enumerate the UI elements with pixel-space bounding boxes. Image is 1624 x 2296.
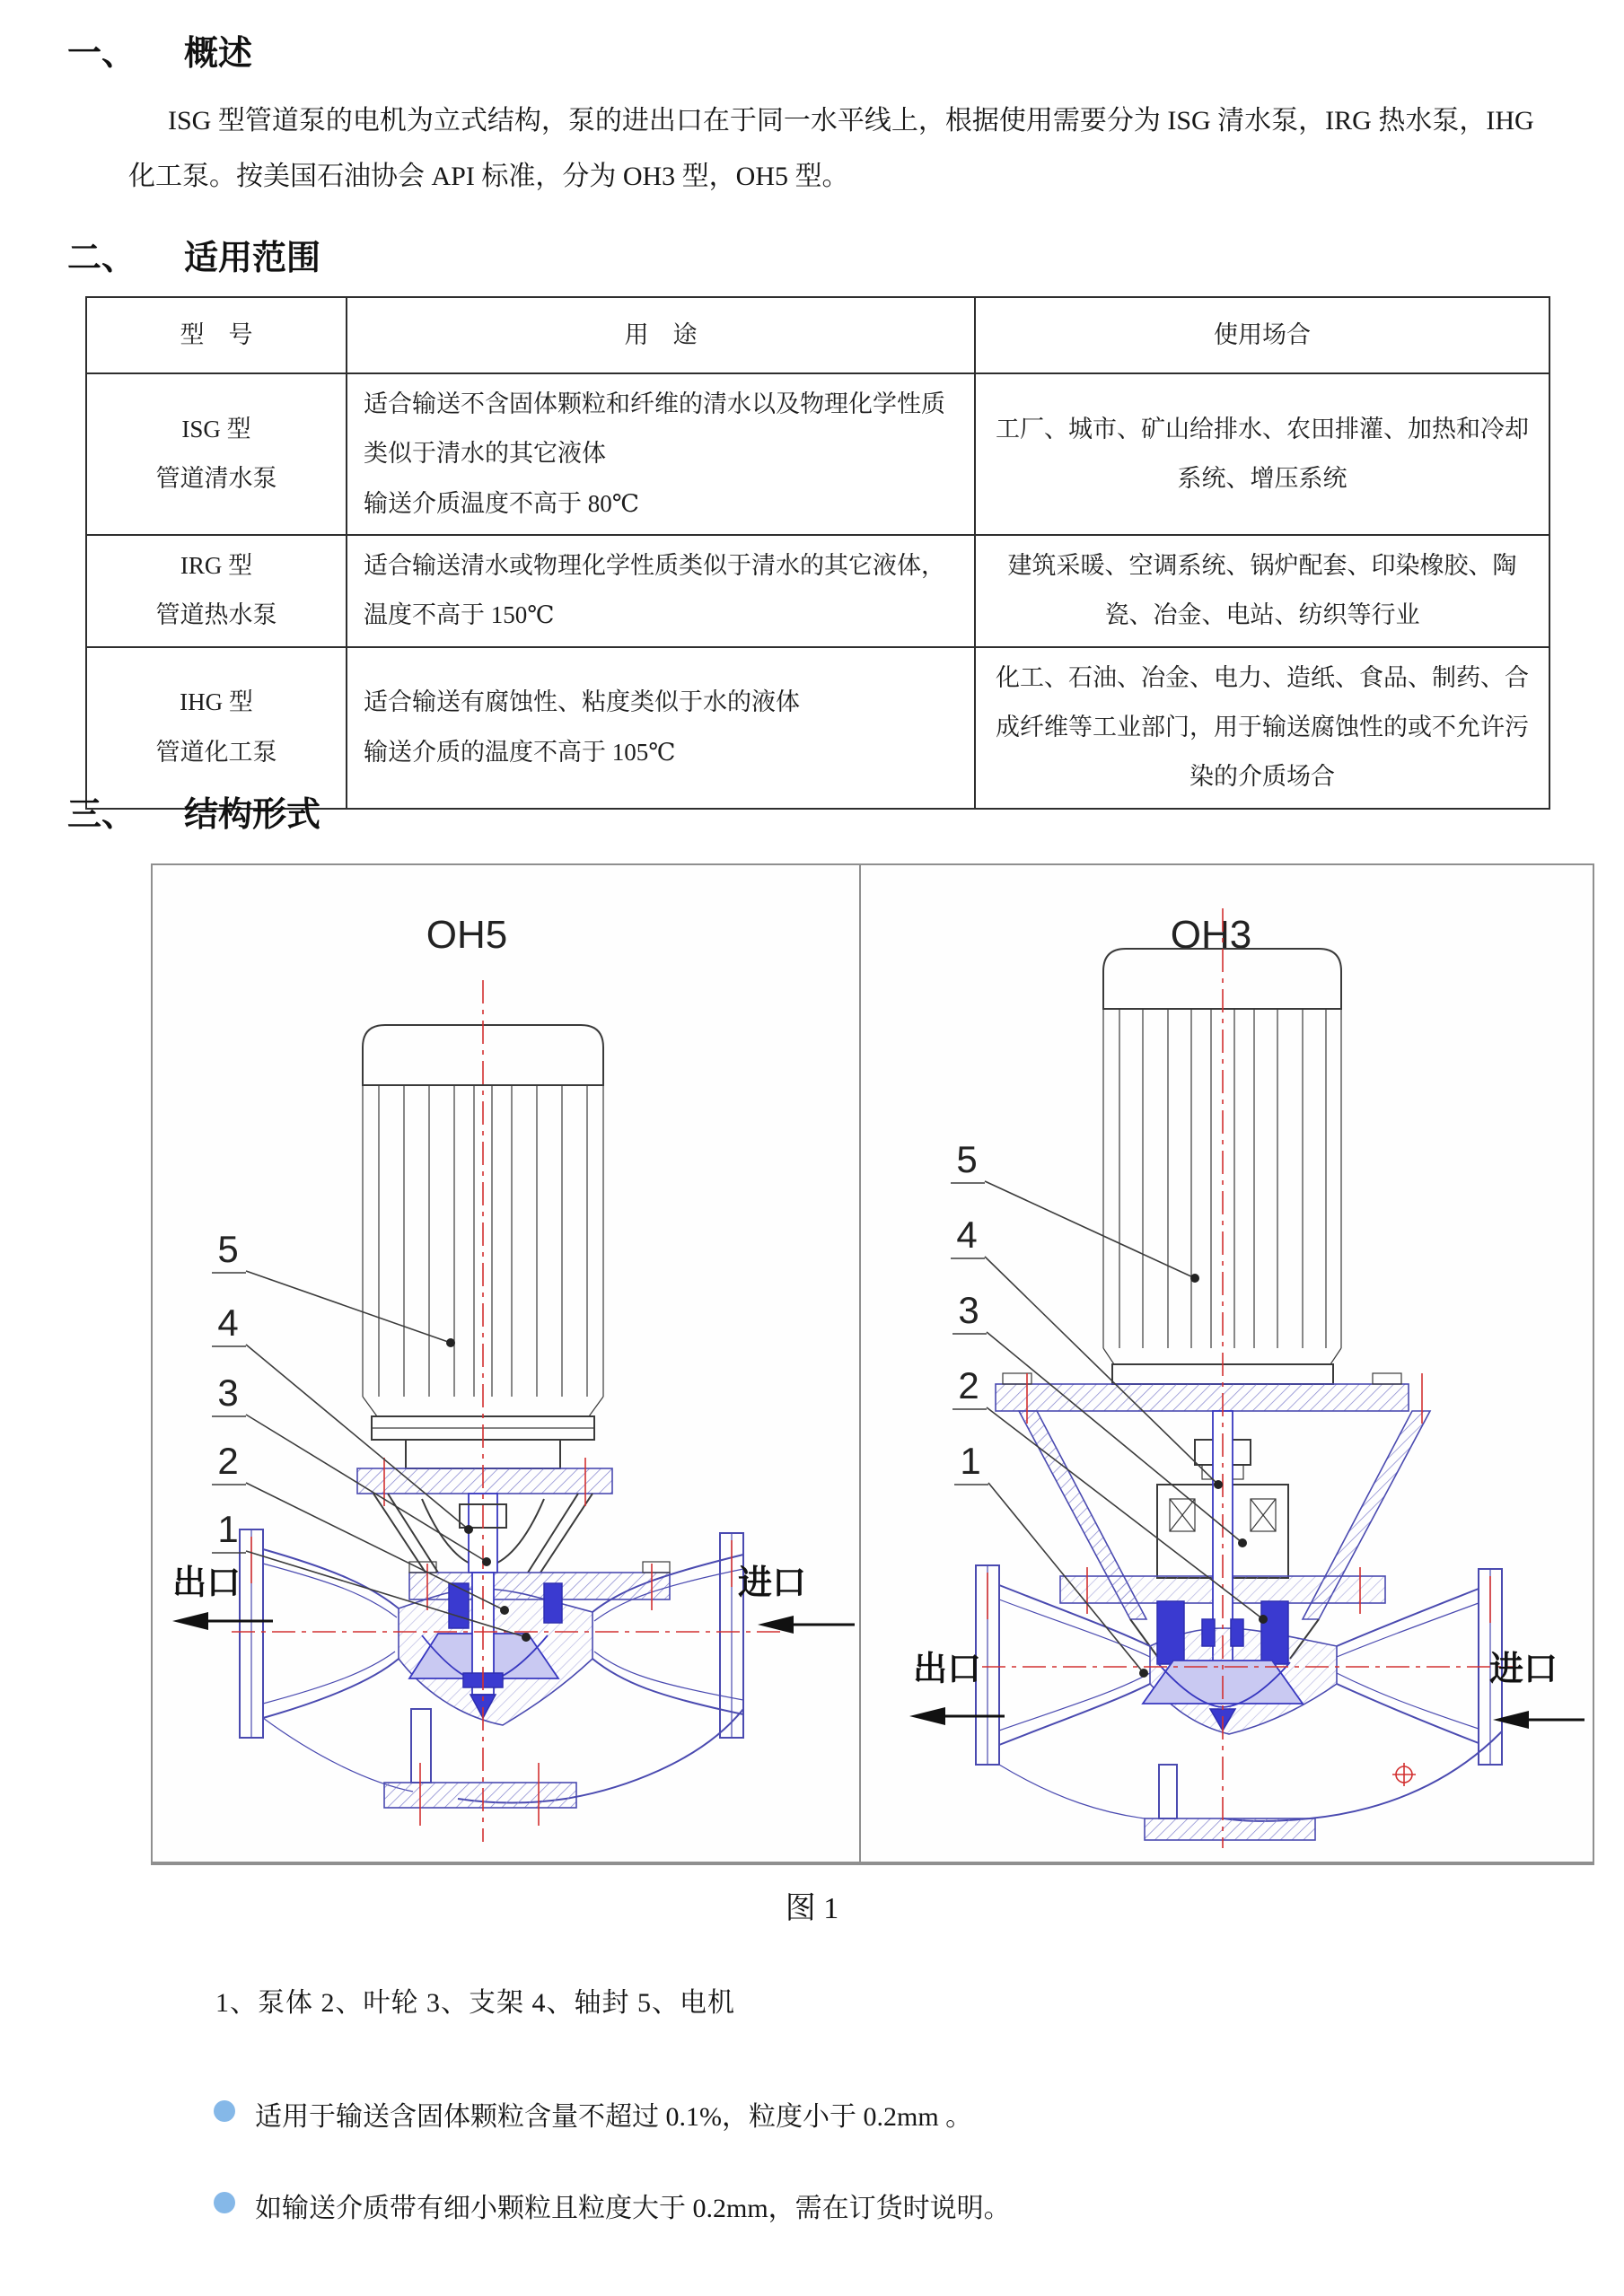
- inlet-arrow: [758, 1616, 855, 1634]
- section-3-title: 结构形式: [184, 796, 321, 834]
- outlet-arrow: [909, 1707, 1005, 1725]
- part-label-3: 3: [217, 1371, 239, 1414]
- outlet-label: 出口: [172, 1564, 241, 1602]
- part-label-4: 4: [956, 1214, 978, 1256]
- model-name: IHG 型: [180, 688, 253, 716]
- part-label-1: 1: [960, 1440, 981, 1482]
- bullet-icon: [214, 2100, 235, 2122]
- section-2-heading: [67, 230, 320, 279]
- part-label-5: 5: [956, 1138, 978, 1180]
- usage-line: 输送介质温度不高于 80℃: [364, 489, 639, 517]
- part-label-3: 3: [958, 1289, 979, 1331]
- usage-line: 适合输送有腐蚀性、粘度类似于水的液体: [364, 688, 800, 716]
- header-model: 型 号: [86, 297, 347, 373]
- part-label-2: 2: [958, 1364, 979, 1407]
- section-3-heading: [67, 786, 320, 836]
- pump-drawing-oh3: [861, 865, 1593, 1862]
- inlet-arrow: [1493, 1711, 1584, 1729]
- part-label-1: 1: [217, 1508, 239, 1550]
- motor-flange: [996, 1384, 1409, 1411]
- table-row: [86, 373, 1549, 535]
- inlet-label: 进口: [1489, 1651, 1558, 1688]
- bullet-icon: [214, 2192, 235, 2213]
- part-label-5: 5: [217, 1228, 239, 1270]
- header-where: 使用场合: [975, 297, 1549, 373]
- bullet-item: 如输送介质带有细小颗粒且粒度大于 0.2mm，需在订货时说明。: [255, 2194, 1011, 2223]
- parts-list: 1、泵体 2、叶轮 3、支架 4、轴封 5、电机: [215, 1988, 735, 2018]
- overview-paragraph: ISG 型管道泵的电机为立式结构，泵的进出口在于同一水平线上，根据使用需要分为 ISG 清水泵，IRG 热水泵，IHG 化工泵。按美国石油协会 API 标准，分为 OH3 型，OH5 型。: [128, 106, 1534, 191]
- header-usage: 用 途: [347, 297, 975, 373]
- table-row: [86, 535, 1549, 647]
- motor-flange: [357, 1468, 612, 1494]
- section-3-number: 三、: [67, 796, 136, 834]
- base-plate: [384, 1783, 576, 1808]
- pump-drawing-oh5: [153, 865, 859, 1862]
- inlet-label: 进口: [738, 1564, 807, 1602]
- oh3-title: OH3: [1170, 913, 1252, 957]
- bullet-item: 适用于输送含固体颗粒含量不超过 0.1%，粒度小于 0.2mm 。: [255, 2102, 973, 2132]
- usage-line: 适合输送清水或物理化学性质类似于清水的其它液体，温度不高于 150℃: [364, 552, 945, 629]
- section-2-number: 二、: [67, 240, 136, 277]
- figure-1-box: [151, 863, 1594, 1865]
- usage-line: 输送介质的温度不高于 105℃: [364, 738, 676, 766]
- outlet-label: 出口: [913, 1651, 982, 1688]
- usage-line: 适合输送不含固体颗粒和纤维的清水以及物理化学性质类似于清水的其它液体: [364, 390, 945, 468]
- section-1-title: 概述: [184, 35, 253, 73]
- figure-caption: 图 1: [785, 1892, 839, 1925]
- where-cell: 建筑采暖、空调系统、锅炉配套、印染橡胶、陶瓷、冶金、电站、纺织等行业: [975, 535, 1549, 647]
- section-1-heading: [67, 25, 252, 74]
- application-table: [85, 296, 1550, 810]
- where-cell: 化工、石油、冶金、电力、造纸、食品、制药、合成纤维等工业部门，用于输送腐蚀性的或不允许污染的介质场合: [975, 647, 1549, 809]
- model-type: 管道清水泵: [155, 465, 277, 493]
- model-name: IRG 型: [180, 552, 253, 580]
- section-2-title: 适用范围: [184, 240, 321, 277]
- model-name: ISG 型: [181, 415, 251, 443]
- model-type: 管道化工泵: [155, 738, 277, 766]
- table-header-row: [86, 297, 1549, 373]
- part-label-2: 2: [217, 1440, 239, 1482]
- oh5-title: OH5: [426, 913, 508, 957]
- section-1-number: 一、: [67, 35, 136, 73]
- base-plate: [1145, 1818, 1315, 1840]
- model-type: 管道热水泵: [155, 601, 277, 629]
- table-row: [86, 647, 1549, 809]
- where-cell: 工厂、城市、矿山给排水、农田排灌、加热和冷却系统、增压系统: [975, 373, 1549, 535]
- outlet-arrow: [172, 1612, 273, 1630]
- part-label-4: 4: [217, 1301, 239, 1344]
